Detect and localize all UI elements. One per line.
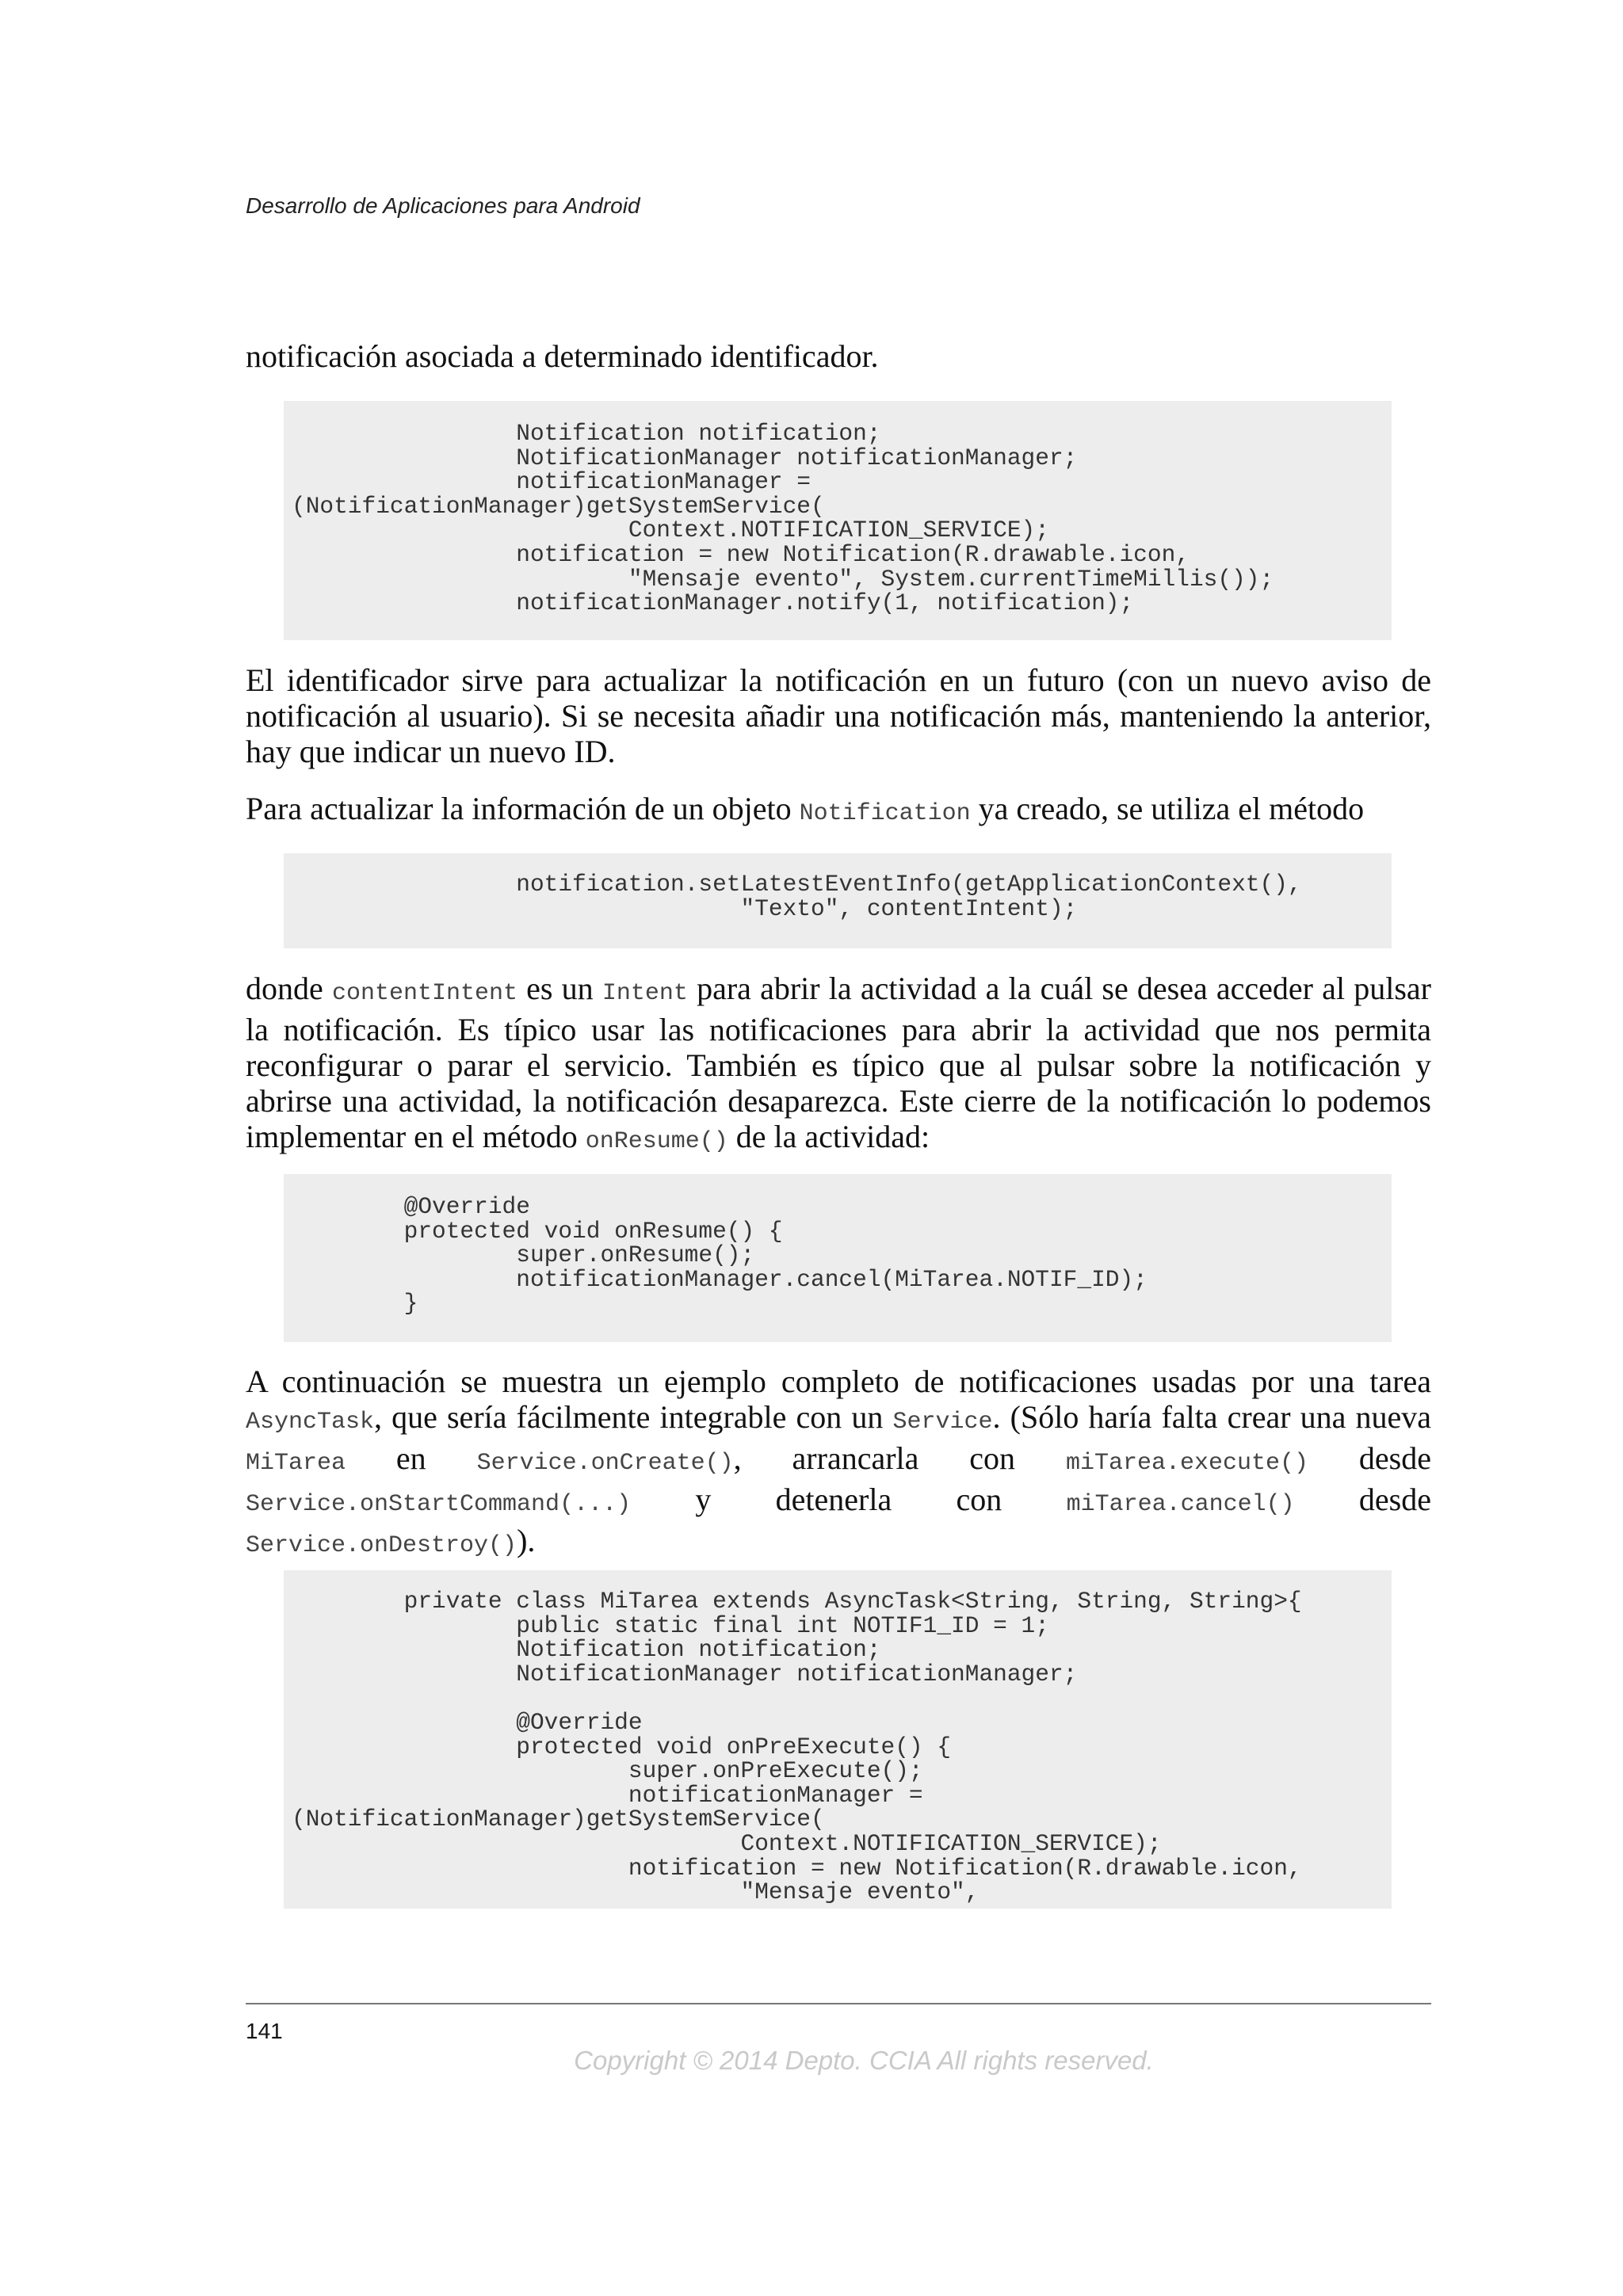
code-block-mitarea <box>284 1570 1392 1909</box>
paragraph-content-intent: donde contentIntent es un Intent para abrir la actividad a la cuál se desea acceder al pulsar la notificación. Es típico usar las notificaciones para abrir la actividad que nos permita reconfigurar o parar el servicio. También es típico que al pulsar sobre la notificación y abrirse una actividad, la notificación desaparezca. Este cierre de la notificación lo podemos implementar en el método onResume() de la actividad: <box>246 971 1431 1155</box>
paragraph-update: Para actualizar la información de un objeto Notification ya creado, se utiliza el método <box>246 791 1365 827</box>
inline-code: Service.onStartCommand(...) <box>246 1491 632 1518</box>
inline-code: Service.onCreate() <box>476 1450 734 1477</box>
copyright-notice: Copyright © 2014 Depto. CCIA All rights reserved. <box>574 2046 1154 2075</box>
inline-code: Notification <box>799 800 971 827</box>
inline-code: contentIntent <box>331 980 517 1007</box>
inline-code: Service <box>892 1409 993 1436</box>
inline-code: onResume() <box>585 1128 728 1155</box>
inline-code: Service.onDestroy() <box>246 1532 517 1559</box>
inline-code: Intent <box>601 980 688 1007</box>
inline-code: miTarea.execute() <box>1065 1450 1309 1477</box>
page-number: 141 <box>246 2019 283 2043</box>
code-text: @Override protected void onResume() { super.onResume(); notificationManager.cancel(MiTarea.NOTIF_ID); } <box>403 1193 1148 1318</box>
footer-divider <box>246 2003 1431 2004</box>
paragraph-identifier: El identificador sirve para actualizar la notificación en un futuro (con un nuevo aviso de notificación al usuario). Si se necesita añadir una notificación más, manteniendo la anterior, hay que indicar un nuevo ID. <box>246 662 1431 769</box>
code-text: private class MiTarea extends AsyncTask<String, String, String>{ public static final int NOTIF1_ID = 1; Notification notification; NotificationManager notificationManager; @Override protected void onPreExecute() { super.onPreExecute(); notificationManager = (NotificationManager)getSystemService( Context.NOTIFICATION_SERVICE); notification = new Notification(R.drawable.icon, "Mensaje evento", <box>292 1588 1302 1906</box>
paragraph-intro: notificación asociada a determinado identificador. <box>246 338 879 374</box>
code-text: Notification notification; NotificationManager notificationManager; notificationManager = (NotificationManager)getSystemService( Context.NOTIFICATION_SERVICE); notification = new Notification(R.drawable.icon, "Mensaje evento", System.currentTimeMillis()); notificationManager.notify(1, notification); <box>292 420 1274 617</box>
code-block-set-latest-event-info <box>284 853 1392 948</box>
inline-code: MiTarea <box>246 1450 346 1477</box>
running-header: Desarrollo de Aplicaciones para Android <box>246 193 640 218</box>
code-block-notify <box>284 401 1392 640</box>
code-text: notification.setLatestEventInfo(getApplicationContext(), "Texto", contentIntent); <box>516 871 1302 922</box>
inline-code: AsyncTask <box>246 1409 375 1436</box>
code-block-on-resume <box>284 1174 1392 1342</box>
paragraph-asynctask: A continuación se muestra un ejemplo completo de notificaciones usadas por una tarea AsyncTask, que sería fácilmente integrable con un Service. (Sólo haría falta crear una nueva MiTarea en Service.onCreate(), arrancarla con miTarea.execute() desde Service.onStartCommand(...) y detenerla con miTarea.cancel() desde Service.onDestroy()). <box>246 1363 1431 1559</box>
inline-code: miTarea.cancel() <box>1066 1491 1295 1518</box>
